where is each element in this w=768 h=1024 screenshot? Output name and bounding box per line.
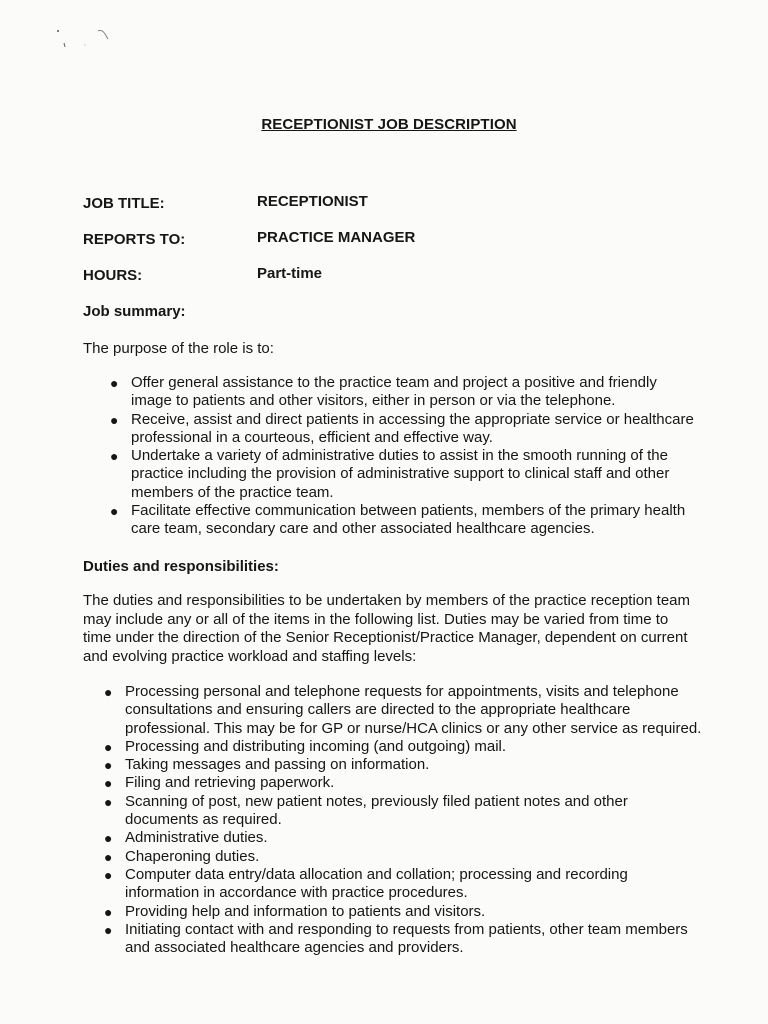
hours-value: Part-time bbox=[257, 265, 323, 282]
list-item: ● Receive, assist and direct patients in accessing the appropriate service or healthcare professional in a courteous, efficient and effective way. bbox=[110, 410, 694, 446]
bullet-icon: ● bbox=[104, 757, 113, 774]
list-item: ● Scanning of post, new patient notes, previously filed patient notes and other documents as required. bbox=[104, 792, 628, 829]
list-item: ● Filing and retrieving paperwork. bbox=[104, 774, 335, 792]
bullet-icon: ● bbox=[104, 848, 113, 865]
job-title-value: RECEPTIONIST bbox=[257, 193, 368, 210]
scan-speck-marks bbox=[50, 25, 130, 55]
list-item: ● Taking messages and passing on information. bbox=[104, 756, 430, 774]
list-item: ● Facilitate effective communication between patients, members of the primary health care team, secondary care and other associated healthcare agencies. bbox=[110, 502, 686, 538]
bullet-icon: ● bbox=[104, 830, 113, 847]
reports-to-value: PRACTICE MANAGER bbox=[257, 229, 416, 246]
bullet-icon: ● bbox=[104, 793, 113, 810]
bullet-icon: ● bbox=[104, 775, 113, 792]
list-item: ● Administrative duties. bbox=[104, 829, 268, 847]
list-item: ● Offer general assistance to the practice team and project a positive and friendly image to patients and other visitors, either in person or via the telephone. bbox=[110, 374, 657, 410]
job-title-label: JOB TITLE: bbox=[83, 195, 165, 212]
job-summary-list bbox=[109, 374, 699, 539]
bullet-icon: ● bbox=[110, 375, 119, 391]
duties-intro: The duties and responsibilities to be undertaken by members of the practice reception team may include any or all of the items in the following list. Duties may be varied from time to time under the direction of the Senior Receptionist/Practice Manager, dependent on current and evolving practice workload and staffing levels: bbox=[83, 592, 691, 665]
duties-list bbox=[103, 683, 703, 957]
list-item: ● Initiating contact with and responding to requests from patients, other team members and associated healthcare agencies and providers. bbox=[104, 920, 688, 957]
bullet-icon: ● bbox=[104, 903, 113, 920]
bullet-icon: ● bbox=[110, 503, 119, 520]
reports-to-label: REPORTS TO: bbox=[83, 231, 186, 248]
bullet-icon: ● bbox=[110, 411, 119, 428]
list-item: ● Processing personal and telephone requests for appointments, visits and telephone consultations and ensuring callers are directed to the appropriate healthcare professional. This may be for GP or nurse/HCA clinics or any other service as required. bbox=[104, 683, 702, 737]
document-title: RECEPTIONIST JOB DESCRIPTION bbox=[261, 116, 517, 133]
list-item: ● Undertake a variety of administrative duties to assist in the smooth running of the practice including the provision of administrative support to clinical staff and other members of the practice team. bbox=[110, 447, 670, 501]
bullet-icon: ● bbox=[104, 684, 113, 700]
bullet-icon: ● bbox=[104, 866, 113, 883]
job-summary-intro: The purpose of the role is to: bbox=[83, 340, 274, 357]
bullet-icon: ● bbox=[110, 448, 119, 465]
list-item: ● Computer data entry/data allocation and collation; processing and recording information in accordance with practice procedures. bbox=[104, 865, 628, 902]
bullet-icon: ● bbox=[104, 738, 113, 755]
list-item: ● Processing and distributing incoming (and outgoing) mail. bbox=[104, 737, 507, 755]
list-item: ● Providing help and information to patients and visitors. bbox=[104, 902, 486, 920]
hours-label: HOURS: bbox=[83, 267, 143, 284]
bullet-icon: ● bbox=[104, 921, 113, 938]
list-item: ● Chaperoning duties. bbox=[104, 847, 260, 865]
duties-heading: Duties and responsibilities: bbox=[83, 558, 279, 575]
job-summary-heading: Job summary: bbox=[83, 303, 186, 320]
